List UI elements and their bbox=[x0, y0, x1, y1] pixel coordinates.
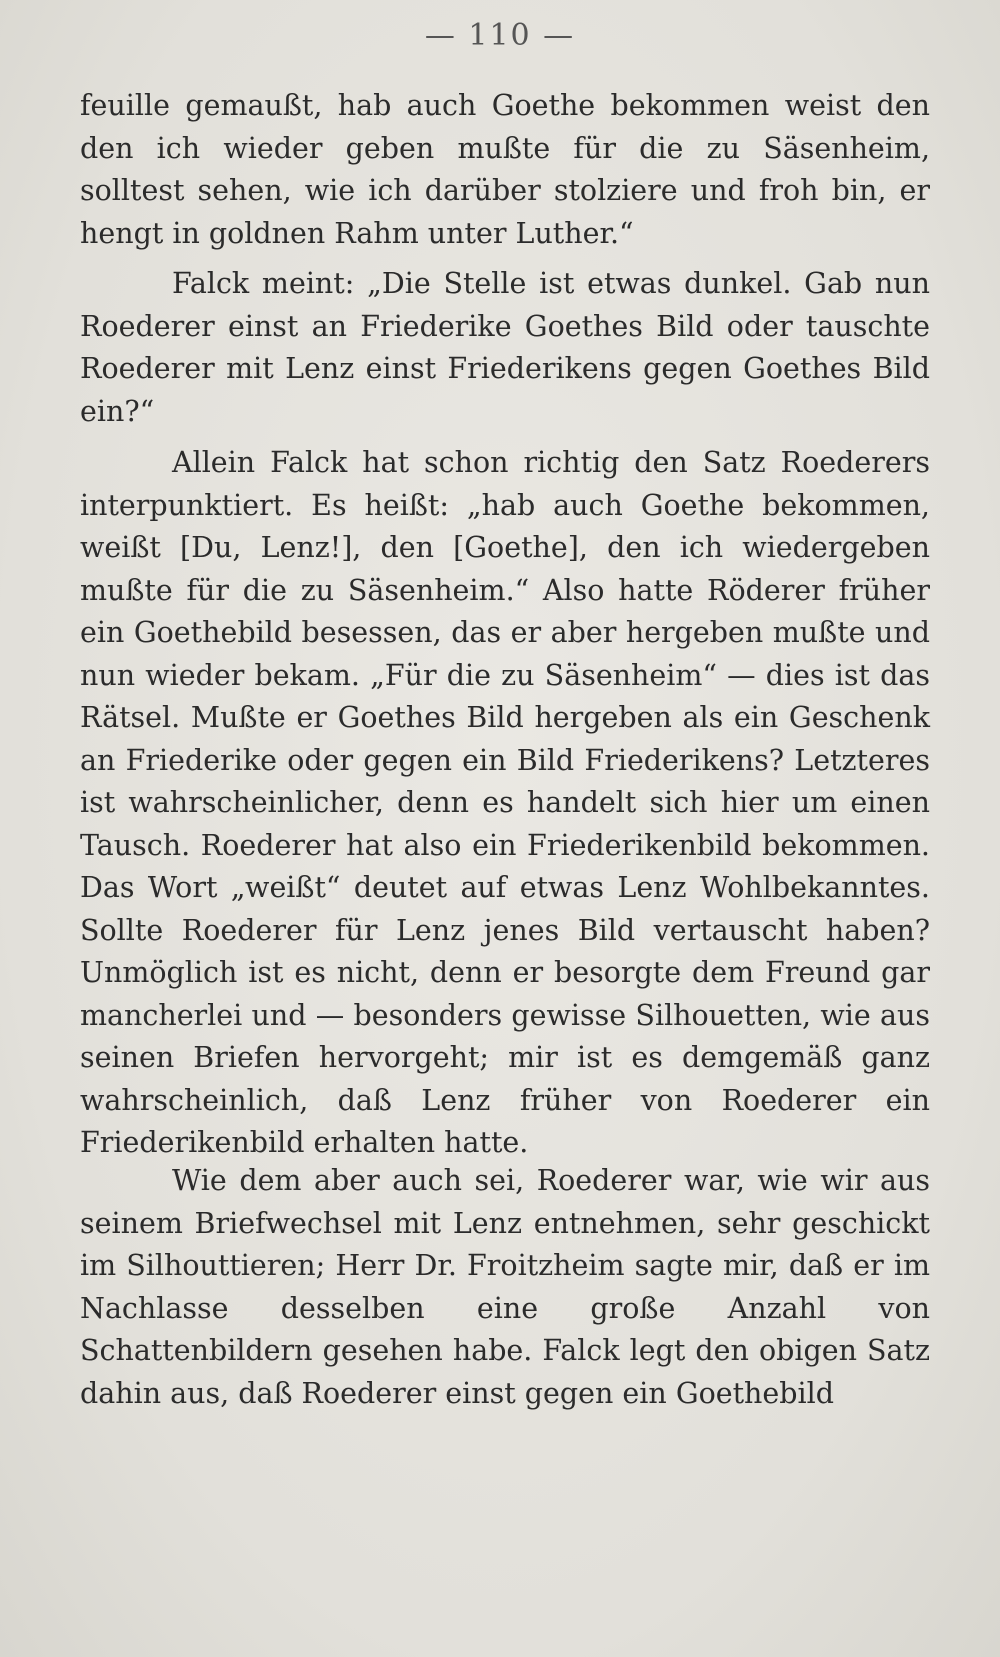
paragraph-text: feuille gemaußt, hab auch Goethe bekommen weist den den ich wieder geben mußte für die zu Säsenheim, solltest sehen, wie ich darüber stolziere und froh bin, er hengt in goldnen Rahm unter Luther.“ bbox=[80, 89, 930, 250]
page-number: — 110 — bbox=[424, 18, 576, 53]
paragraph-silhouettes bbox=[80, 1160, 930, 1415]
paragraph-continuation bbox=[80, 85, 930, 255]
paragraph-text: Wie dem aber auch sei, Roederer war, wie wir aus seinem Briefwechsel mit Lenz entnehmen, sehr geschickt im Silhouttieren; Herr Dr. Froitzheim sagte mir, daß er im Nachlasse desselben eine große Anzahl von Schattenbildern gesehen habe. Falck legt den obigen Satz dahin aus, daß Roederer einst gegen ein Goethebild bbox=[80, 1164, 930, 1410]
paragraph-text: Allein Falck hat schon richtig den Satz Roederers interpunktiert. Es heißt: „hab auch Goethe bekommen, weißt [Du, Lenz!], den [Goethe], den ich wiedergeben mußte für die zu Säsenheim.“ Also hatte Röderer früher ein Goethebild besessen, das er aber hergeben mußte und nun wieder bekam. „Für die zu Säsenheim“ — dies ist das Rätsel. Mußte er Goethes Bild hergeben als ein Geschenk an Friederike oder gegen ein Bild Friederikens? Letzteres ist wahrscheinlicher, denn es handelt sich hier um einen Tausch. Roederer hat also ein Friederikenbild bekommen. Das Wort „weißt“ deutet auf etwas Lenz Wohlbekanntes. Sollte Roederer für Lenz jenes Bild vertauscht haben? Unmöglich ist es nicht, denn er besorgte dem Freund gar mancherlei und — besonders gewisse Silhouetten, wie aus seinen Briefen hervorgeht; mir ist es demgemäß ganz wahrscheinlich, daß Lenz früher von Roederer ein Friederikenbild erhalten hatte. bbox=[80, 446, 930, 1159]
paragraph-text: Falck meint: „Die Stelle ist etwas dunkel. Gab nun Roederer einst an Friederike Goethes Bild oder tauschte Roederer mit Lenz einst Friederikens gegen Goethes Bild ein?“ bbox=[80, 267, 930, 428]
paragraph-analysis bbox=[80, 442, 930, 1165]
paragraph-falck-quote bbox=[80, 263, 930, 433]
